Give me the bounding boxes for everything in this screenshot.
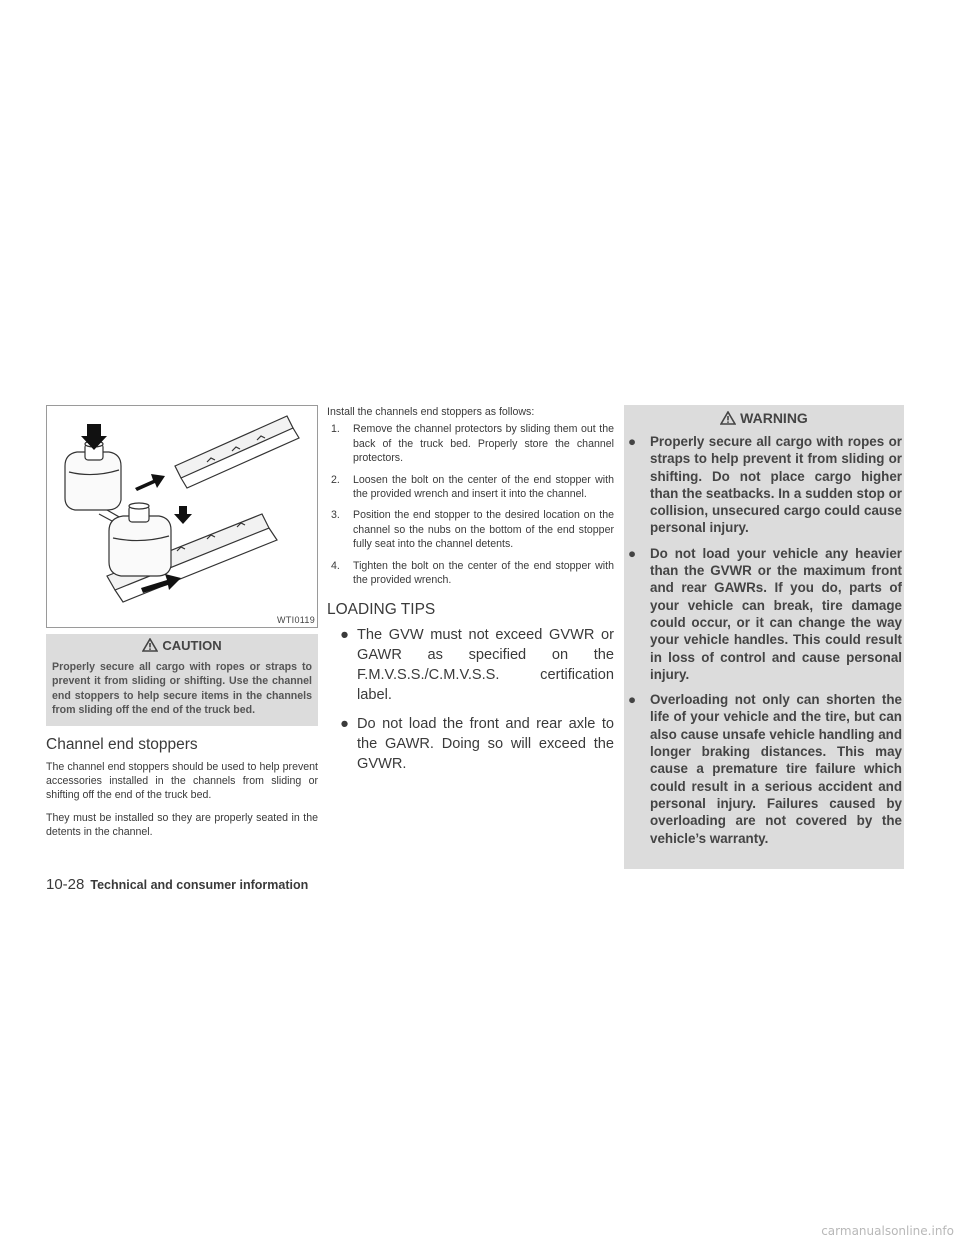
page-number: 10-28 xyxy=(46,876,85,893)
warning-heading: WARNING xyxy=(740,410,808,426)
bullet-icon: ● xyxy=(628,434,637,449)
install-step xyxy=(327,508,614,551)
step-text: Loosen the bolt on the center of the end stopper with the provided wrench and insert it into the channel. xyxy=(353,473,614,501)
warning-triangle-icon xyxy=(720,411,736,425)
step-number: 1. xyxy=(331,423,340,436)
loading-tip xyxy=(327,714,614,774)
bullet-icon: ● xyxy=(340,627,349,644)
bullet-icon: ● xyxy=(340,716,349,733)
step-text: Remove the channel protectors by sliding them out the back of the truck bed. Properly store the channel protectors. xyxy=(353,423,614,465)
install-intro: Install the channels end stoppers as follows: xyxy=(327,406,535,418)
warning-text: Overloading not only can shorten the life of your vehicle and the tire, but can also cause unsafe vehicle handling and longer braking distances. This may cause a premature tire failure which could result in a serious accident and personal injury. Failures caused by overloading are not covered by the vehicle’s warranty. xyxy=(650,692,902,846)
channel-paragraph-2: They must be installed so they are properly seated in the detents in the channel. xyxy=(46,811,318,839)
loading-tips-list xyxy=(327,625,614,774)
warning-triangle-icon xyxy=(142,638,158,652)
end-stopper-diagram xyxy=(47,406,317,627)
warning-box xyxy=(624,405,904,869)
tip-text: Do not load the front and rear axle to the GAWR. Doing so will exceed the GVWR. xyxy=(357,716,614,773)
step-number: 3. xyxy=(331,509,340,522)
step-number: 2. xyxy=(331,473,340,486)
warning-item xyxy=(624,691,902,847)
warning-item xyxy=(624,433,902,537)
install-step xyxy=(327,422,614,465)
install-step xyxy=(327,473,614,502)
right-column xyxy=(624,405,904,869)
loading-tip xyxy=(327,625,614,705)
caution-box xyxy=(46,634,318,726)
caution-text: Properly secure all cargo with ropes or straps to prevent it from sliding or shifting. Use the channel end stoppers to help secure items in the channels from sliding off the end of the truck bed. xyxy=(52,661,312,717)
install-step xyxy=(327,559,614,588)
step-text: Position the end stopper to the desired location on the channel so the nubs on the bottom of the end stopper fully seat into the channel detents. xyxy=(353,509,614,551)
bullet-icon: ● xyxy=(628,692,637,708)
tip-text: The GVW must not exceed GVWR or GAWR as specified on the F.M.V.S.S./C.M.V.S.S. certification label. xyxy=(357,627,614,704)
warning-item xyxy=(624,545,902,683)
loading-tips-heading: LOADING TIPS xyxy=(327,601,436,619)
watermark: carmanualsonline.info xyxy=(821,1224,954,1238)
step-text: Tighten the bolt on the center of the end stopper with the provided wrench. xyxy=(353,559,614,587)
warning-text: Do not load your vehicle any heavier than the GVWR or the maximum front and rear GAWRs. If you do, parts of your vehicle can break, tire damage could occur, or it can change the way your vehicle handles. This could result in loss of control and cause personal injury. xyxy=(650,545,902,682)
channel-stopper-illustration xyxy=(46,405,318,628)
channel-end-stoppers-heading: Channel end stoppers xyxy=(46,735,198,753)
caution-header xyxy=(46,634,318,656)
warning-list xyxy=(624,431,904,847)
channel-paragraph-1: The channel end stoppers should be used to help prevent accessories installed in the channels from sliding or shifting off the end of the truck bed. xyxy=(46,760,318,802)
install-steps xyxy=(327,422,614,587)
chapter-title: Technical and consumer information xyxy=(90,878,309,892)
step-number: 4. xyxy=(331,559,340,572)
caution-heading: CAUTION xyxy=(162,637,222,653)
page-footer xyxy=(46,876,308,893)
warning-header xyxy=(624,405,904,431)
middle-column xyxy=(327,405,614,783)
warning-text: Properly secure all cargo with ropes or straps to help prevent it from sliding or shifting. Do not place cargo higher than the seatbacks. In a sudden stop or collision, unsecured cargo could cause personal injury. xyxy=(650,434,902,536)
bullet-icon: ● xyxy=(628,545,637,561)
left-column xyxy=(46,405,318,848)
figure-id: WTI0119 xyxy=(277,615,315,625)
